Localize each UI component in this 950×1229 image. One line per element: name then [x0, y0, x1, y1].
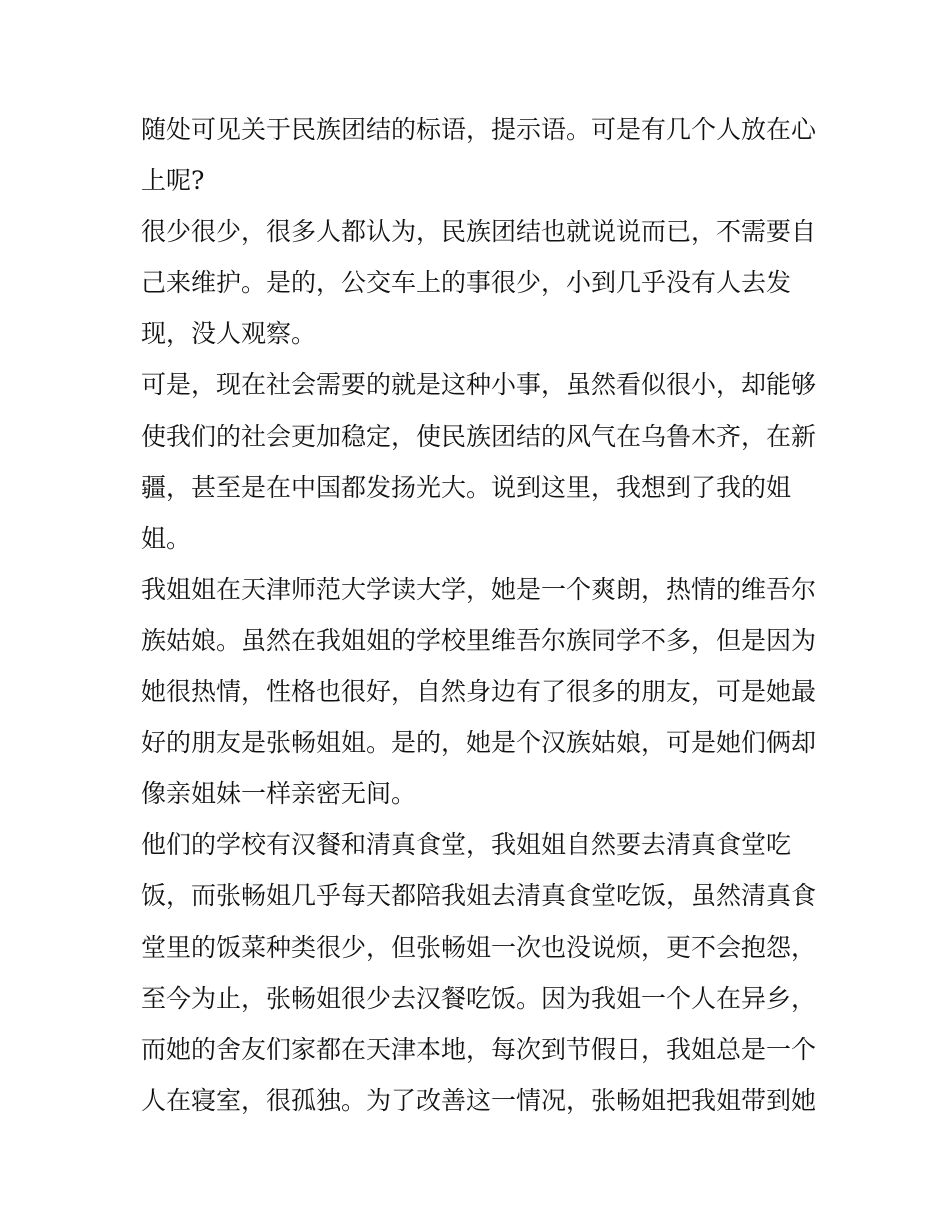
text-line: 己来维护。是的，公交车上的事很少，小到几乎没有人去发 [141, 268, 792, 298]
document-body-text [141, 104, 821, 1126]
text-line: 姐。 [141, 523, 192, 553]
text-line: 现，没人观察。 [141, 319, 317, 349]
text-line: 而她的舍友们家都在天津本地，每次到节假日，我姐总是一个 [141, 1034, 817, 1064]
text-line: 很少很少，很多人都认为，民族团结也就说说而已，不需要自 [141, 217, 817, 247]
text-line: 可是，现在社会需要的就是这种小事，虽然看似很小，却能够 [141, 370, 817, 400]
text-line: 我姐姐在天津师范大学读大学，她是一个爽朗，热情的维吾尔 [141, 574, 817, 604]
text-line: 使我们的社会更加稳定，使民族团结的风气在乌鲁木齐，在新 [141, 421, 817, 451]
text-line: 上呢? [141, 166, 205, 196]
text-line: 人在寝室，很孤独。为了改善这一情况，张畅姐把我姐带到她 [141, 1085, 817, 1115]
text-line: 饭，而张畅姐几乎每天都陪我姐去清真食堂吃饭，虽然清真食 [141, 881, 817, 911]
text-line: 他们的学校有汉餐和清真食堂，我姐姐自然要去清真食堂吃 [141, 830, 792, 860]
text-line: 疆，甚至是在中国都发扬光大。说到这里，我想到了我的姐 [141, 472, 792, 502]
text-line: 随处可见关于民族团结的标语，提示语。可是有几个人放在心 [141, 115, 817, 144]
text-line: 堂里的饭菜种类很少，但张畅姐一次也没说烦，更不会抱怨， [141, 932, 817, 962]
text-line: 好的朋友是张畅姐姐。是的，她是个汉族姑娘，可是她们俩却 [141, 728, 817, 758]
text-line: 族姑娘。虽然在我姐姐的学校里维吾尔族同学不多，但是因为 [141, 625, 817, 655]
text-line: 像亲姐妹一样亲密无间。 [141, 779, 417, 809]
text-line: 至今为止，张畅姐很少去汉餐吃饭。因为我姐一个人在异乡， [141, 983, 817, 1013]
text-line: 她很热情，性格也很好，自然身边有了很多的朋友，可是她最 [141, 677, 817, 707]
